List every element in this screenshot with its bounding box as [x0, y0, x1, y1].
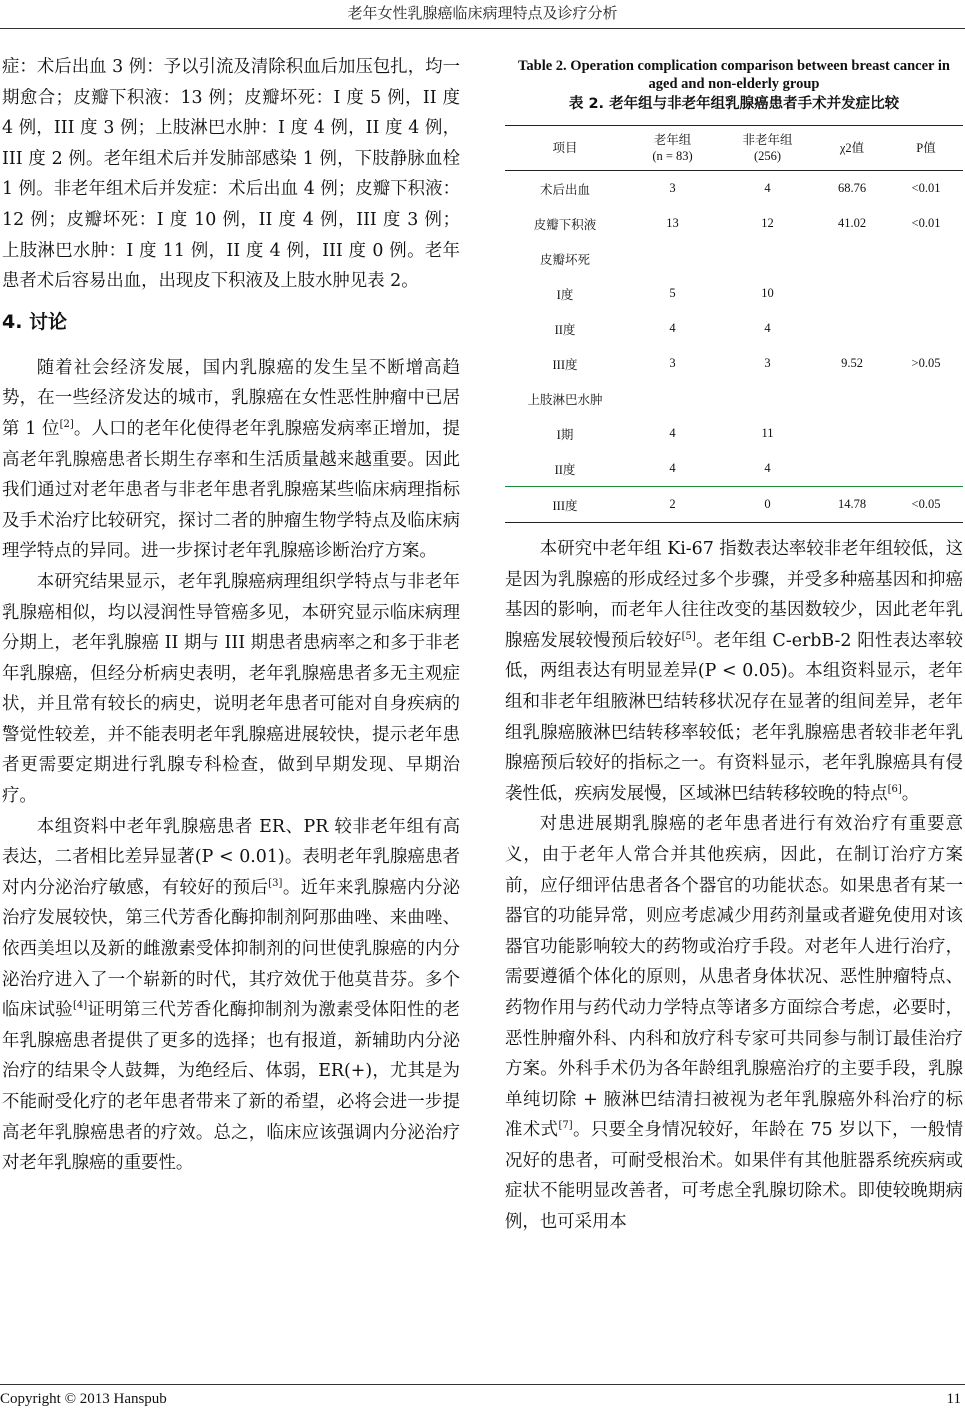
- table-cell-item: II度: [554, 462, 576, 477]
- table-row: [505, 206, 963, 241]
- table-cell: 5: [669, 286, 676, 300]
- table-cell: [815, 241, 889, 276]
- copyright: Copyright © 2013 Hanspub: [0, 1391, 167, 1407]
- table-cell-item: 上肢淋巴水肿: [527, 392, 603, 407]
- table-cell: 13: [666, 216, 679, 230]
- table-cell-item: I期: [556, 427, 574, 442]
- table-cell: [815, 416, 889, 451]
- right-column: [505, 534, 963, 1238]
- table-cell: [889, 276, 963, 311]
- table-row: [505, 487, 963, 523]
- table-cell: [889, 451, 963, 487]
- table-cell: [889, 241, 963, 276]
- table-cell: 11: [761, 426, 774, 440]
- table-row: [505, 276, 963, 311]
- header-nonaged-n: (256): [753, 149, 782, 163]
- table-cell: 4: [669, 321, 676, 335]
- table-cell: [625, 241, 720, 276]
- text-run: 随着社会经济发展，国内乳腺癌的发生呈不断增高趋势，在一些经济发达的城市，乳腺癌在女性恶性肿瘤中已居第 1 位: [2, 357, 460, 439]
- table-cell: [815, 451, 889, 487]
- table-cell: 0: [764, 497, 771, 511]
- table-row: [505, 451, 963, 487]
- results-paragraph: 症：术后出血 3 例：予以引流及清除积血后加压包扎，均一期愈合；皮瓣下积液：13 例；皮瓣坏死：I 度 5 例，II 度 4 例，III 度 3 例；上肢淋巴水肿：I 度 4 例，II 度 4 例，III 度 2 例。老年组术后并发肺部感染 1 例，下肢静脉血栓 1 例。非老年组术后并发症：术后出血 4 例；皮瓣下积液：12 例；皮瓣坏死：I 度 10 例，II 度 4 例，III 度 3 例；上肢淋巴水肿：I 度 11 例，II 度 4 例，III 度 0 例。老年患者术后容易出血，出现皮下积液及上肢水肿见表 2。: [2, 57, 460, 292]
- table-cell: 14.78: [837, 497, 867, 511]
- table-cell: 3: [669, 356, 676, 370]
- running-header: 老年女性乳腺癌临床病理特点及诊疗分析: [347, 4, 618, 22]
- header-p-value: P值: [916, 141, 936, 155]
- table-cell: 3: [764, 356, 771, 370]
- table-2-block: [505, 57, 963, 523]
- table-cell: 9.52: [841, 356, 863, 370]
- table-cell: 4: [764, 321, 771, 335]
- table-cell: <0.05: [911, 497, 941, 511]
- header-aged-label: 老年组: [653, 133, 692, 147]
- table-cell: 4: [764, 461, 771, 475]
- table-cell: [815, 276, 889, 311]
- table-row: [505, 241, 963, 276]
- table-row: [505, 381, 963, 416]
- discussion-paragraph-4: [505, 534, 963, 809]
- table-cell: 12: [761, 216, 774, 230]
- table-cell: <0.01: [911, 216, 941, 230]
- table-cell-item: I度: [556, 287, 574, 302]
- text-run: 本研究中老年组 Ki-67 指数表达率较非老年组较低，这是因为乳腺癌的形成经过多个步骤，并受多种癌基因和抑癌基因的影响，而老年人往往改变的基因数较少，因此老年乳腺癌发展较慢预后较好: [505, 539, 963, 651]
- table-cell: 4: [669, 426, 676, 440]
- table-cell-item: II度: [554, 322, 576, 337]
- text-run: 本组资料中老年乳腺癌患者 ER、PR 较非老年组有高表达，二者相比差异显著(P < 0.01)。表明老年乳腺癌患者对内分泌治疗敏感，有较好的预后: [2, 816, 460, 898]
- header-aged-group: [625, 126, 720, 171]
- table-cell: >0.05: [911, 356, 941, 370]
- table-cell: [720, 241, 815, 276]
- table-row: [505, 171, 963, 207]
- table-cell: 68.76: [837, 181, 867, 195]
- citation: [5]: [681, 630, 696, 642]
- table-cell-item: 皮瓣下积液: [533, 217, 597, 232]
- text-run: 对患进展期乳腺癌的老年患者进行有效治疗有重要意义，由于老年人常合并其他疾病，因此，在制订治疗方案前，应仔细评估患者各个器官的功能状态。如果患者有某一器官的功能异常，则应考虑减少用药剂量或者避免使用对该器官功能影响较大的药物或治疗手段。对老年人进行治疗，需要遵循个体化的原则，从患者身体状况、恶性肿瘤特点、药物作用与药代动力学特点等诸多方面综合考虑，必要时，恶性肿瘤外科、内科和放疗科专家可共同参与制订最佳治疗方案。外科手术仍为各年龄组乳腺癌治疗的主要手段，乳腺单纯切除 + 腋淋巴结清扫被视为老年乳腺癌外科治疗的标准术式: [505, 814, 963, 1141]
- table-cell: [625, 381, 720, 416]
- table-row: [505, 311, 963, 346]
- header-chi-square: χ2值: [839, 141, 865, 155]
- header-rule: [0, 28, 965, 29]
- discussion-paragraph-5: [505, 809, 963, 1237]
- table-cell: 2: [669, 497, 676, 511]
- table-cell: [889, 381, 963, 416]
- table-cell-item: III度: [552, 498, 578, 513]
- citation: [7]: [558, 1120, 573, 1132]
- complication-table: [505, 125, 963, 523]
- text-run: 。: [901, 783, 920, 804]
- citation: [2]: [59, 419, 74, 431]
- table-cell-item: III度: [552, 357, 578, 372]
- table-cell: [889, 311, 963, 346]
- table-cell: [815, 311, 889, 346]
- discussion-paragraph-2: 本研究结果显示，老年乳腺癌病理组织学特点与非老年乳腺癌相似，均以浸润性导管癌多见，本研究显示临床病理分期上，老年乳腺癌 II 期与 III 期患者患病率之和多于非老年乳腺癌，但经分析病史表明，老年乳腺癌患者多无主观症状，并且常有较长的病史，说明老年患者可能对自身疾病的警觉性较差，并不能表明老年乳腺癌进展较快，提示老年患者更需要定期进行乳腺专科检查，做到早期发现、早期治疗。: [2, 571, 460, 807]
- table-caption-chinese: 表 2. 老年组与非老年组乳腺癌患者手术并发症比较: [568, 96, 900, 112]
- table-cell: <0.01: [911, 181, 941, 195]
- discussion-paragraph-1: [2, 353, 460, 567]
- table-cell: 41.02: [837, 216, 867, 230]
- table-row: [505, 346, 963, 381]
- text-run: 。只要全身情况较好，年龄在 75 岁以下，一般情况好的患者，可耐受根治术。如果伴有其他脏器系统疾病或症状不能明显改善者，可考虑全乳腺切除术。即使较晚期病例，也可采用本: [505, 1120, 963, 1233]
- header-item: 项目: [552, 141, 578, 155]
- left-column: [2, 52, 460, 1179]
- text-run: 。老年组 C-erbB-2 阳性表达率较低，两组表达有明显差异(P < 0.05)。本组资料显示，老年组和非老年组腋淋巴结转移状况存在显著的组间差异，老年组乳腺癌腋淋巴结转移率较低；老年乳腺癌患者较非老年乳腺癌预后较好的指标之一。有资料显示，老年乳腺癌具有侵袭性低，疾病发展慢，区域淋巴结转移较晚的特点: [505, 630, 963, 804]
- header-aged-n: (n = 83): [652, 149, 693, 163]
- header-nonaged-group: [720, 126, 815, 171]
- table-cell: [815, 381, 889, 416]
- table-cell: 10: [761, 286, 774, 300]
- footer-rule: [0, 1384, 965, 1385]
- table-cell: [720, 381, 815, 416]
- table-cell: 3: [669, 181, 676, 195]
- page-number: 11: [946, 1391, 961, 1407]
- table-caption-english: Table 2. Operation complication comparison between breast cancer in aged and non-elderly group: [518, 58, 950, 92]
- table-cell-item: 皮瓣坏死: [539, 252, 590, 267]
- section-title-discussion: 4. 讨论: [2, 310, 68, 333]
- header-nonaged-label: 非老年组: [742, 133, 793, 147]
- citation: [4]: [73, 1000, 88, 1012]
- table-header-row: [505, 126, 963, 171]
- table-cell-item: 术后出血: [539, 182, 590, 197]
- text-run: 。近年来乳腺癌内分泌治疗发展较快，第三代芳香化酶抑制剂阿那曲唑、来曲唑、依西美坦以及新的雌激素受体抑制剂的问世使乳腺癌的内分泌治疗进入了一个崭新的时代，其疗效优于他莫昔芬。多个临床试验: [2, 877, 460, 1021]
- citation: [3]: [268, 878, 283, 890]
- citation: [6]: [887, 783, 902, 795]
- table-cell: 4: [669, 461, 676, 475]
- text-run: 证明第三代芳香化酶抑制剂为激素受体阳性的老年乳腺癌患者提供了更多的选择；也有报道，新辅助内分泌治疗的结果令人鼓舞，为绝经后、体弱，ER(+)，尤其是为不能耐受化疗的老年患者带来了新的希望，必将会进一步提高老年乳腺癌患者的疗效。总之，临床应该强调内分泌治疗对老年乳腺癌的重要性。: [2, 1000, 460, 1174]
- text-run: 。人口的老年化使得老年乳腺癌发病率正增加，提高老年乳腺癌患者长期生存率和生活质量越来越重要。因此我们通过对老年患者与非老年患者乳腺癌某些临床病理指标及手术治疗比较研究，探讨二者的肿瘤生物学特点及临床病理学特点的异同。进一步探讨老年乳腺癌诊断治疗方案。: [2, 418, 460, 562]
- table-row: [505, 416, 963, 451]
- discussion-paragraph-3: [2, 812, 460, 1179]
- table-cell: [889, 416, 963, 451]
- table-cell: 4: [764, 181, 771, 195]
